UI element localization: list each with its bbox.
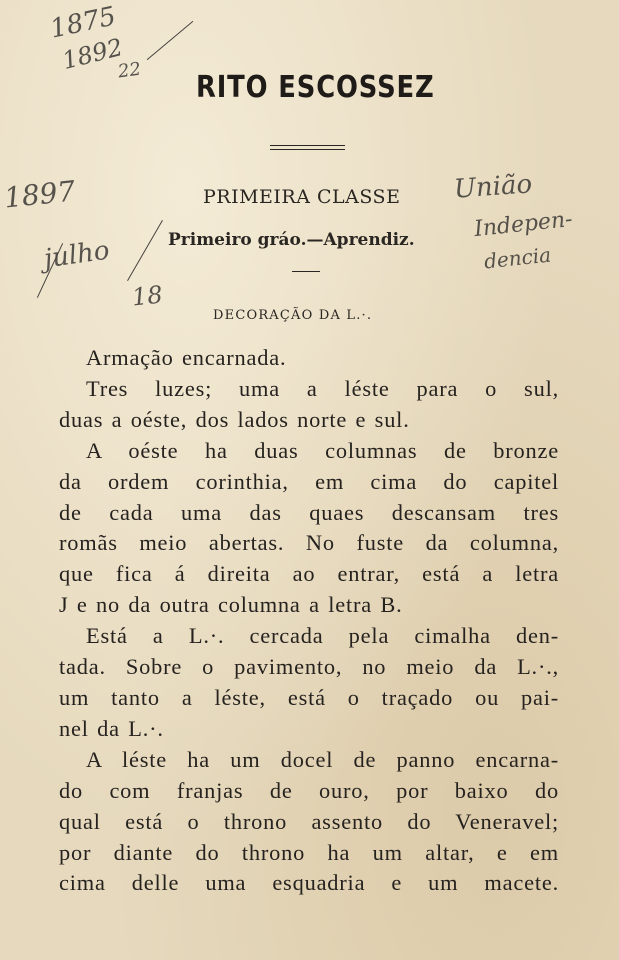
divider-double (270, 145, 345, 150)
text-line: um tanto a léste, está o traçado ou pai- (59, 684, 559, 710)
text-line: cima delle uma esquadria e um macete. (59, 870, 559, 896)
text-line: da ordem corinthia, em cima do capitel (59, 468, 559, 494)
page-title: RITO ESCOSSEZ (196, 70, 435, 105)
text-line: Armação encarnada. (86, 345, 287, 370)
text-line: duas a oéste, dos lados norte e sul. (59, 406, 410, 432)
handwritten-year: 1897 (2, 174, 77, 215)
text-line: tada. Sobre o pavimento, no meio da L.·., (59, 654, 559, 680)
handwritten-number-small: 22 (116, 58, 143, 83)
handwritten-lodge-name: dencia (482, 242, 553, 274)
handwritten-lodge-name: União (453, 169, 534, 205)
text-line: nel da L.·. (59, 715, 164, 741)
handwritten-lodge-name: Indepen- (472, 206, 574, 243)
text-line: Está a L.·. cercada pela cimalha den- (86, 623, 559, 649)
pencil-slash (127, 220, 163, 281)
section-heading: DECORAÇÃO DA L.·. (213, 308, 373, 323)
text-line: do com franjas de ouro, por baixo do (59, 777, 559, 803)
handwritten-month: julho (42, 235, 112, 275)
pencil-stroke (147, 21, 194, 60)
text-line: A léste ha um docel de panno encarna- (86, 746, 559, 772)
paragraph (59, 745, 559, 900)
paragraph (59, 343, 559, 374)
text-line: A oéste ha duas columnas de bronze (86, 437, 559, 463)
handwritten-day: 18 (130, 280, 164, 312)
text-line: que fica á direita ao entrar, está a letra (59, 561, 559, 587)
divider-short (292, 271, 320, 272)
text-line: por diante do throno ha um altar, e em (59, 839, 559, 865)
text-line: J e no da outra columna a letra B. (59, 592, 403, 618)
handwritten-number-mid: 1892 (59, 33, 126, 75)
text-line: romãs meio abertas. No fuste da columna, (59, 530, 559, 556)
degree-heading: Primeiro gráo.—Aprendiz. (168, 230, 415, 250)
paragraph (59, 621, 559, 745)
handwritten-number-top: 1875 (47, 1, 119, 45)
class-heading: PRIMEIRA CLASSE (203, 186, 401, 208)
body-text (59, 343, 559, 899)
paragraph (59, 374, 559, 436)
paragraph (59, 436, 559, 621)
text-line: Tres luzes; uma a léste para o sul, (86, 375, 559, 401)
text-line: de cada uma das quaes descansam tres (59, 499, 559, 525)
text-line: qual está o throno assento do Veneravel; (59, 808, 559, 834)
